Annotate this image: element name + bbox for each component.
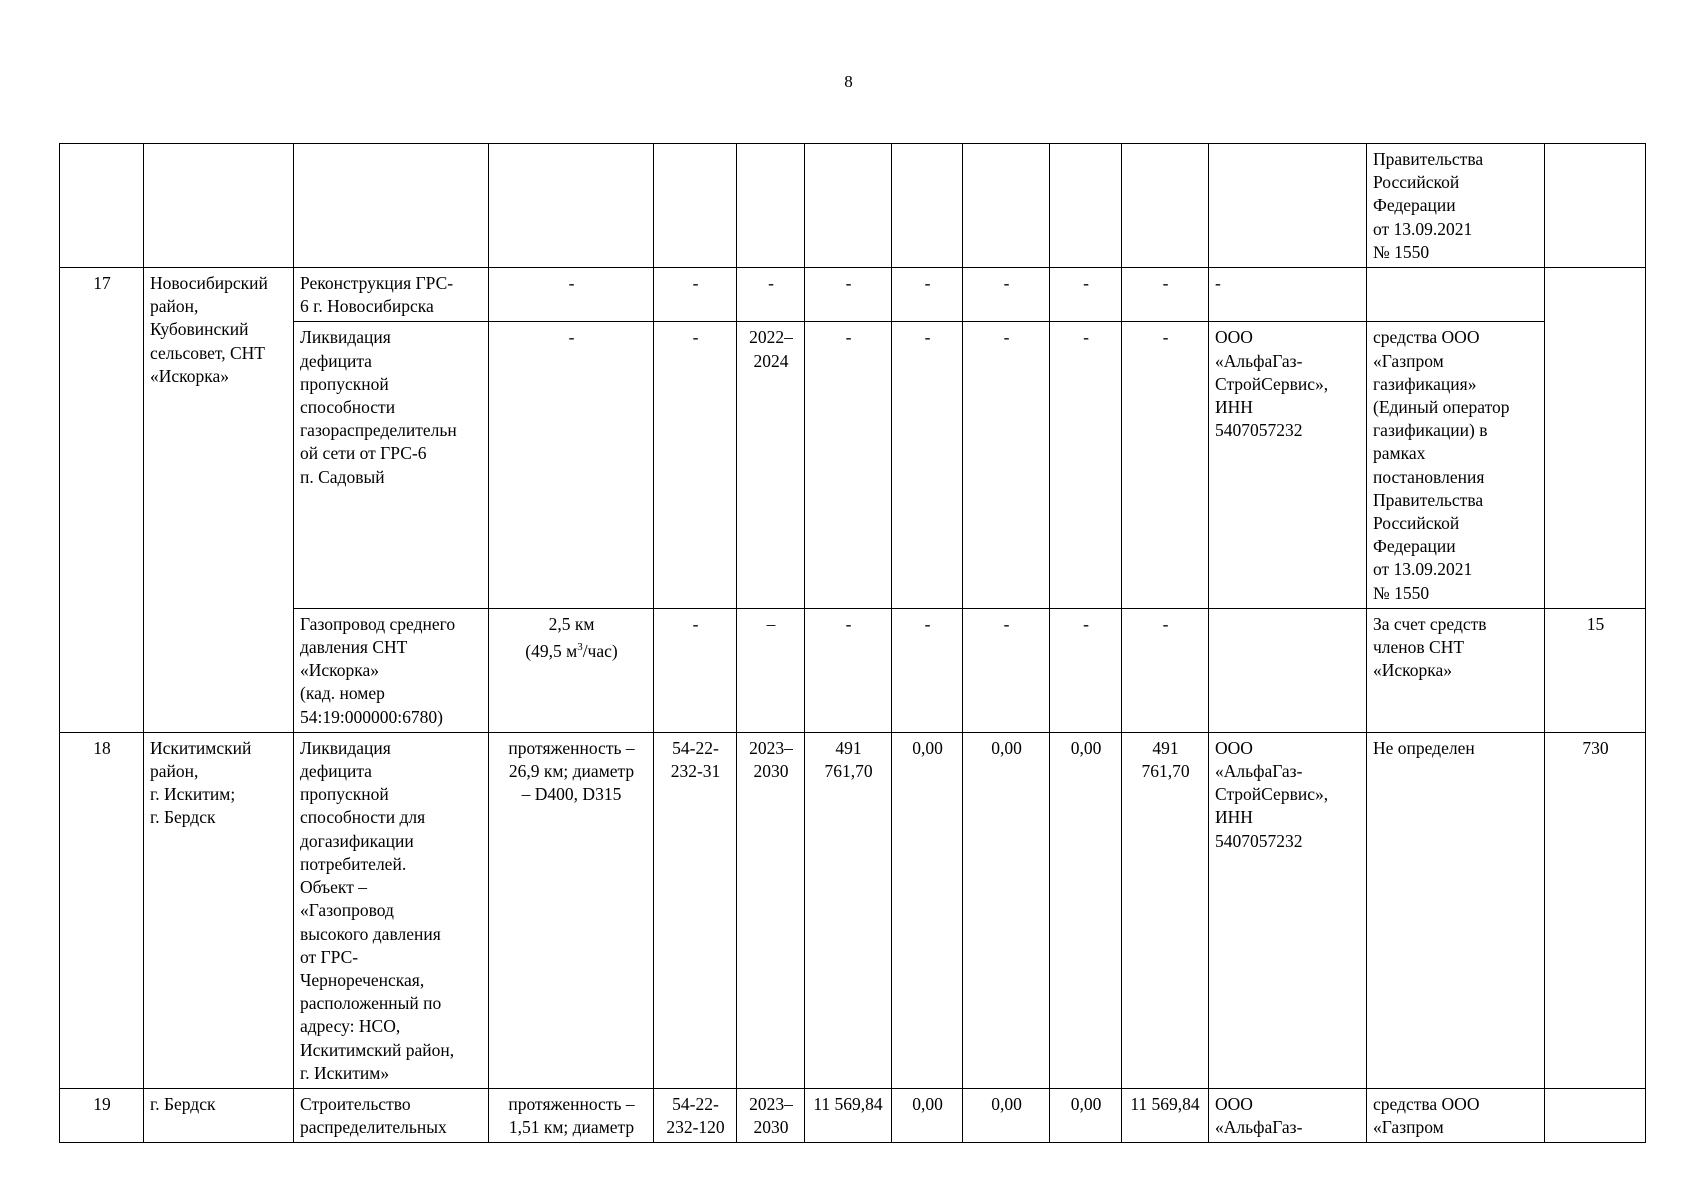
cell-f3: - xyxy=(1050,608,1122,732)
cell-f3: - xyxy=(1050,322,1122,608)
cell-params: - xyxy=(489,268,654,322)
cell-total: 491 761,70 xyxy=(805,732,892,1088)
cell-f2: - xyxy=(963,322,1050,608)
cell-f2: - xyxy=(963,268,1050,322)
params-capacity-value: (49,5 м xyxy=(525,640,578,661)
cell-years: – xyxy=(737,608,805,732)
table-row-19 xyxy=(60,1088,1646,1142)
cell-source: Не определен xyxy=(1367,732,1545,1088)
cell-params xyxy=(489,144,654,268)
table-row-17c xyxy=(60,608,1646,732)
cell-location: Новосибирский район, Кубовинский сельсовет, СНТ «Искорка» xyxy=(144,268,294,733)
cell-number: 19 xyxy=(60,1088,144,1142)
cell-years: 2023– 2030 xyxy=(737,1088,805,1142)
params-capacity-unit: /час) xyxy=(582,640,618,661)
cell-f2: 0,00 xyxy=(963,1088,1050,1142)
cell-years: - xyxy=(737,268,805,322)
cell-total xyxy=(805,144,892,268)
cell-code: 54-22- 232-31 xyxy=(654,732,737,1088)
cell-f3: - xyxy=(1050,268,1122,322)
cell-count xyxy=(1545,268,1646,609)
cell-f4: - xyxy=(1122,322,1209,608)
cell-count xyxy=(1545,144,1646,268)
cell-total: - xyxy=(805,322,892,608)
cell-name: Строительство распределительных xyxy=(294,1088,489,1142)
page-number: 8 xyxy=(844,72,853,91)
cell-params xyxy=(489,608,654,732)
cell-source: средства ООО «Газпром газификация» (Единый оператор газификации) в рамках постановления Правительства Российской Федерации от 13.09.2021 № 1550 xyxy=(1367,322,1545,608)
cell-total: - xyxy=(805,608,892,732)
table-row-17a xyxy=(60,268,1646,322)
cell-code: - xyxy=(654,608,737,732)
cell-f4: 11 569,84 xyxy=(1122,1088,1209,1142)
cell-code xyxy=(654,144,737,268)
cell-total: 11 569,84 xyxy=(805,1088,892,1142)
cell-f4: - xyxy=(1122,608,1209,732)
cell-number: 18 xyxy=(60,732,144,1088)
cell-location: г. Бердск xyxy=(144,1088,294,1142)
cell-name: Реконструкция ГРС- 6 г. Новосибирска xyxy=(294,268,489,322)
params-capacity-exponent: 3 xyxy=(577,641,583,654)
cell-f1: - xyxy=(892,322,963,608)
cell-count: 15 xyxy=(1545,608,1646,732)
cell-executor xyxy=(1209,144,1367,268)
cell-f1: 0,00 xyxy=(892,1088,963,1142)
cell-params: протяженность – 1,51 км; диаметр xyxy=(489,1088,654,1142)
cell-name: Ликвидация дефицита пропускной способности газораспределительн ой сети от ГРС-6 п. Садовый xyxy=(294,322,489,608)
cell-f3: 0,00 xyxy=(1050,1088,1122,1142)
cell-source: средства ООО «Газпром xyxy=(1367,1088,1545,1142)
cell-f4: - xyxy=(1122,268,1209,322)
cell-executor xyxy=(1209,608,1367,732)
cell-location: Искитимский район, г. Искитим; г. Бердск xyxy=(144,732,294,1088)
cell-code: 54-22- 232-120 xyxy=(654,1088,737,1142)
cell-code: - xyxy=(654,322,737,608)
cell-f2: - xyxy=(963,608,1050,732)
cell-name xyxy=(294,144,489,268)
cell-f2 xyxy=(963,144,1050,268)
cell-f2: 0,00 xyxy=(963,732,1050,1088)
cell-executor: ООО «АльфаГаз- СтройСервис», ИНН 5407057232 xyxy=(1209,322,1367,608)
cell-source xyxy=(1367,268,1545,322)
cell-f4 xyxy=(1122,144,1209,268)
cell-source: За счет средств членов СНТ «Искорка» xyxy=(1367,608,1545,732)
cell-f1: - xyxy=(892,608,963,732)
cell-executor: ООО «АльфаГаз- xyxy=(1209,1088,1367,1142)
cell-number: 17 xyxy=(60,268,144,733)
cell-number xyxy=(60,144,144,268)
params-length: 2,5 км xyxy=(548,613,595,634)
cell-params: протяженность – 26,9 км; диаметр – D400, D315 xyxy=(489,732,654,1088)
table-row-18 xyxy=(60,732,1646,1088)
cell-f1: - xyxy=(892,268,963,322)
table-row-continuation xyxy=(60,144,1646,268)
cell-name: Ликвидация дефицита пропускной способности для догазификации потребителей. Объект – «Газопровод высокого давления от ГРС- Черноречeнская, расположенный по адресу: НСО, Искитимский район, г. Искитим» xyxy=(294,732,489,1088)
cell-params: - xyxy=(489,322,654,608)
investment-program-table xyxy=(59,143,1646,1143)
table-row-17b xyxy=(60,322,1646,608)
cell-f1: 0,00 xyxy=(892,732,963,1088)
cell-code: - xyxy=(654,268,737,322)
cell-source: Правительства Российской Федерации от 13.09.2021 № 1550 xyxy=(1367,144,1545,268)
cell-total: - xyxy=(805,268,892,322)
cell-name: Газопровод среднего давления СНТ «Искорка» (кад. номер 54:19:000000:6780) xyxy=(294,608,489,732)
cell-years: 2022– 2024 xyxy=(737,322,805,608)
cell-count: 730 xyxy=(1545,732,1646,1088)
params-capacity xyxy=(495,636,648,663)
cell-f4: 491 761,70 xyxy=(1122,732,1209,1088)
cell-years xyxy=(737,144,805,268)
cell-f1 xyxy=(892,144,963,268)
cell-f3 xyxy=(1050,144,1122,268)
cell-location xyxy=(144,144,294,268)
cell-years: 2023– 2030 xyxy=(737,732,805,1088)
cell-f3: 0,00 xyxy=(1050,732,1122,1088)
cell-executor: - xyxy=(1209,268,1367,322)
cell-count xyxy=(1545,1088,1646,1142)
cell-executor: ООО «АльфаГаз- СтройСервис», ИНН 5407057232 xyxy=(1209,732,1367,1088)
